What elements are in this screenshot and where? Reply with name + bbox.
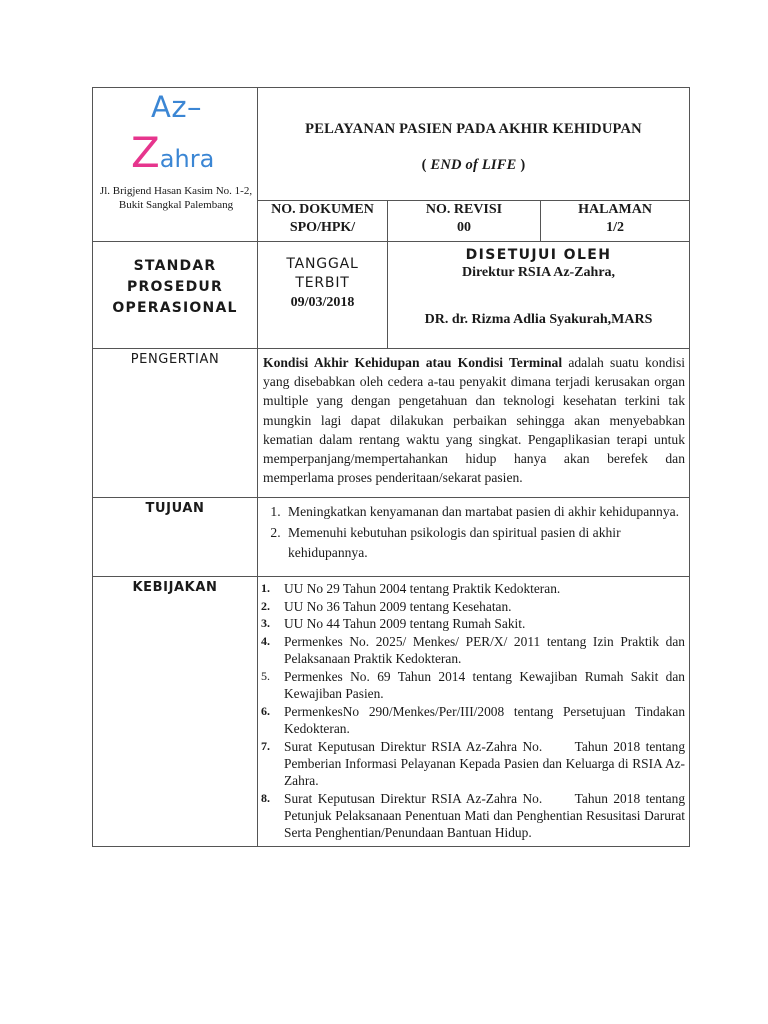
tanggal-date: 09/03/2018 [290, 295, 355, 310]
halaman-label: HALAMAN [578, 202, 652, 217]
pengertian-text: adalah suatu kondisi yang disebabkan oleh cedera a-tau penyakit dimana terjadi kerusakan organ multiple yang dengan pengetahuan dan teknologi kesehatan terkini tak mungkin lagi dapat dilakukan perbaikan sehingga akan menyebabkan kematian dalam rentang waktu yang singkat. Pengaplikasian terapi untuk memperpanjang/mempertahankan hidup hanya akan berefek dan memperlama proses penderitaan/sekarat pasien. [263, 355, 686, 486]
logo-zahra [131, 128, 214, 177]
tanggal-line-1: TANGGAL [286, 256, 359, 272]
spo-line-1: STANDAR [133, 258, 217, 274]
spo-line-3: OPERASIONAL [112, 300, 238, 316]
spo-cell [93, 242, 258, 349]
list-item: 2. UU No 36 Tahun 2009 tentang Kesehatan. [261, 598, 512, 614]
pengertian-body [258, 349, 690, 498]
pengertian-lead: Kondisi Akhir Kehidupan atau Kondisi Terminal [263, 355, 563, 370]
subtitle-text: END of LIFE [430, 157, 517, 173]
list-item: 4. Permenkes No. 2025/ Menkes/ PER/X/ 2011 tentang Izin Praktik dan Pelaksanaan Praktik Kedokteran. [261, 633, 686, 667]
tanggal-line-2: TERBIT [295, 275, 350, 291]
revisi-value: 00 [457, 220, 471, 235]
spo-line-2: PROSEDUR [127, 279, 223, 295]
halaman-value: 1/2 [606, 220, 624, 235]
document-subtitle: ( END of LIFE ) [421, 157, 526, 173]
list-item: 8. Surat Keputusan Direktur RSIA Az-Zahra No. Tahun 2018 tentang Petunjuk Pelaksanaan Penentuan Mati dan Penghentian Resusitasi Darurat Serta Penghentian/Penundaan Bantuan Hidup. [261, 790, 689, 841]
list-item: 1. Meningkatkan kenyamanan dan martabat pasien di akhir kehidupannya. [284, 502, 685, 522]
dokumen-value: SPO/HPK/ [289, 220, 356, 235]
revisi-cell [388, 201, 541, 242]
revisi-label: NO. REVISI [425, 202, 503, 217]
spo-document [92, 87, 689, 847]
tujuan-body [258, 498, 690, 576]
document-title: PELAYANAN PASIEN PADA AKHIR KEHIDUPAN [305, 121, 642, 137]
logo-az: Az– [151, 90, 203, 124]
approval-heading: DISETUJUI OLEH [465, 247, 612, 263]
tanggal-cell [258, 242, 388, 349]
approval-name: DR. dr. Rizma Adlia Syakurah,MARS [424, 312, 653, 327]
list-item: 3. UU No 44 Tahun 2009 tentang Rumah Sakit. [261, 616, 526, 632]
tujuan-label: TUJUAN [93, 498, 258, 576]
title-cell [258, 88, 690, 201]
dokumen-label: NO. DOKUMEN [271, 202, 374, 217]
hospital-address: Jl. Brigjend Hasan Kasim No. 1-2, Bukit Sangkal Palembang [99, 185, 253, 211]
logo-z: Z [131, 128, 160, 177]
logo-ahra: ahra [159, 145, 215, 173]
halaman-cell [541, 201, 690, 242]
list-item: 7. Surat Keputusan Direktur RSIA Az-Zahra No. Tahun 2018 tentang Pemberian Informasi Pelayanan Kepada Pasien dan Keluarga di RSIA Az-Zahra. [261, 738, 689, 789]
approval-position: Direktur RSIA Az-Zahra, [461, 265, 616, 280]
list-item: 2. Memenuhi kebutuhan psikologis dan spiritual pasien di akhir kehidupannya. [284, 523, 685, 563]
dokumen-cell [258, 201, 388, 242]
approval-cell [388, 242, 690, 349]
spo-table [92, 87, 690, 847]
kebijakan-list [258, 577, 689, 846]
pengertian-label: PENGERTIAN [93, 349, 258, 498]
kebijakan-label: KEBIJAKAN [93, 576, 258, 846]
kebijakan-body [258, 576, 690, 846]
list-item: 6. PermenkesNo 290/Menkes/Per/III/2008 tentang Persetujuan Tindakan Kedokteran. [261, 703, 686, 736]
list-item: 5. Permenkes No. 69 Tahun 2014 tentang Kewajiban Rumah Sakit dan Kewajiban Pasien. [261, 668, 686, 702]
tujuan-list [258, 498, 689, 575]
logo-cell [93, 88, 258, 242]
list-item: 1. UU No 29 Tahun 2004 tentang Praktik Kedokteran. [261, 580, 561, 596]
